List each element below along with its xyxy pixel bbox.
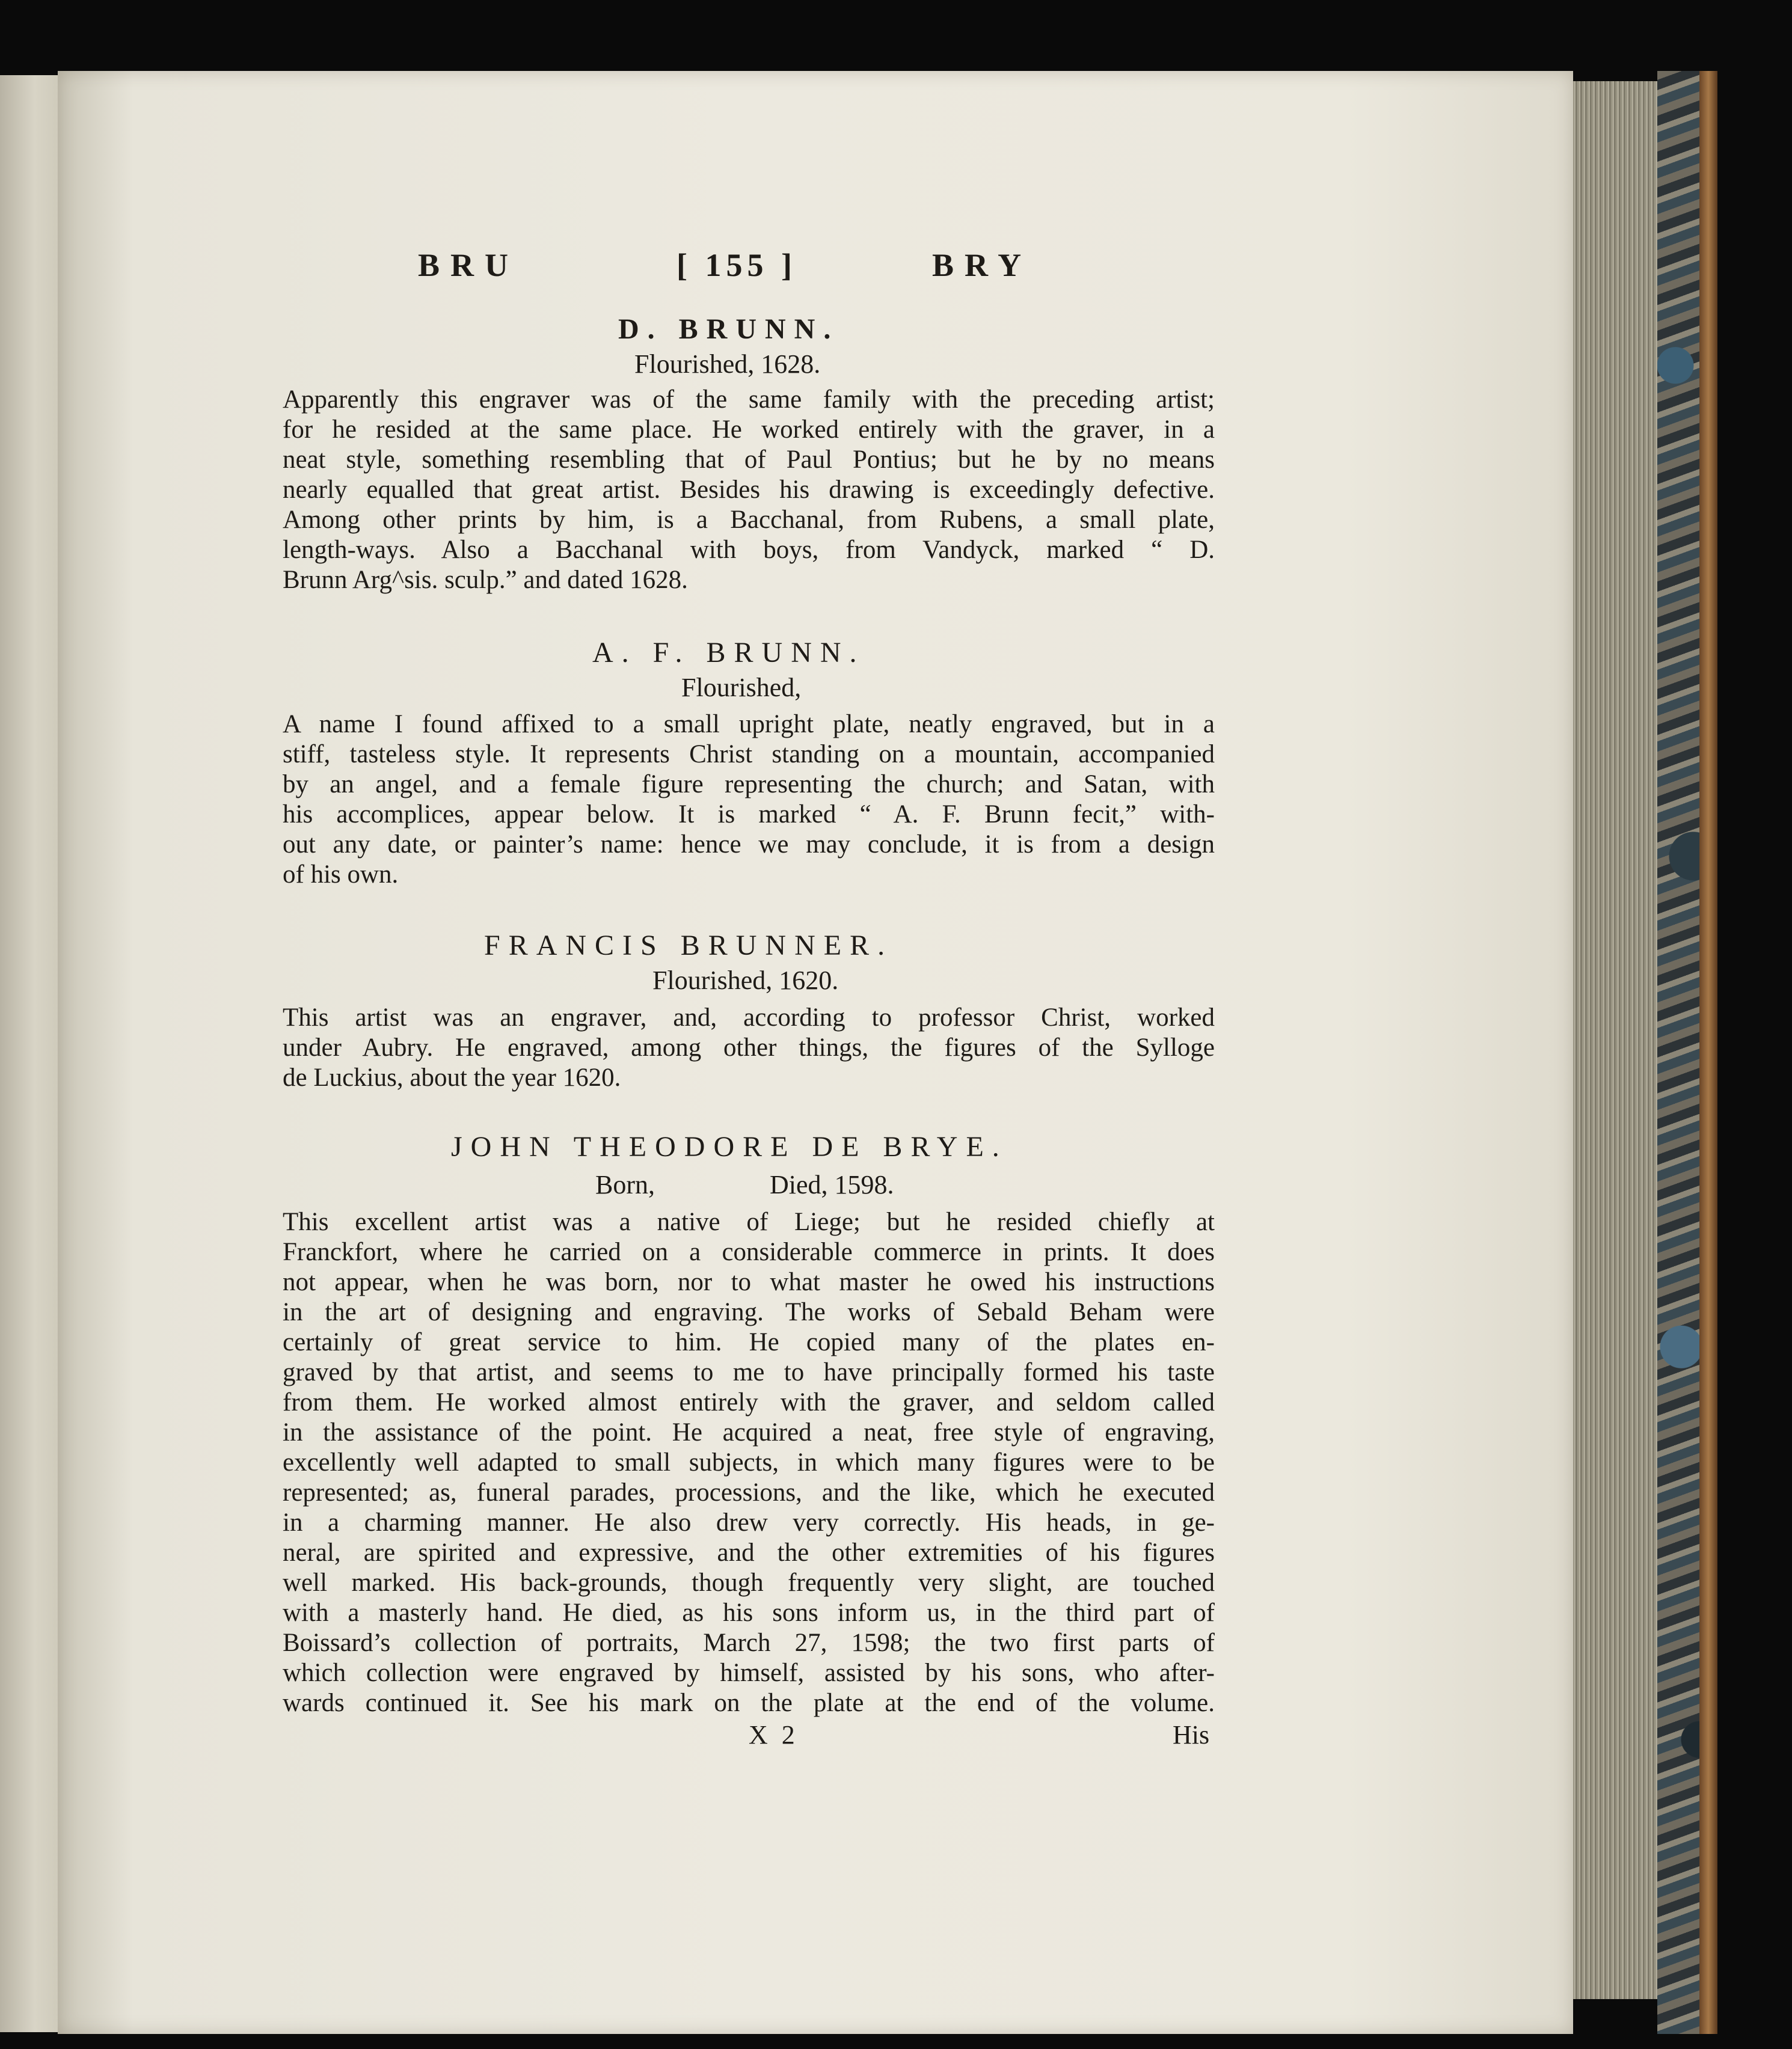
leather-spine <box>1699 71 1717 2034</box>
body-line-last: of his own. <box>283 860 399 889</box>
body-line: excellently well adapted to small subjects, in which many figures were to be <box>283 1448 1215 1477</box>
body-line: for he resided at the same place. He worked entirely with the graver, in a <box>283 415 1215 444</box>
body-line: Franckfort, where he carried on a considerable commerce in prints. It does <box>283 1238 1215 1266</box>
body-line: which collection were engraved by himself, assisted by his sons, who after- <box>283 1659 1215 1687</box>
body-line: neral, are spirited and expressive, and the other extremities of his figures <box>283 1539 1215 1567</box>
body-line: represented; as, funeral parades, processions, and the like, which he executed <box>283 1478 1215 1507</box>
body-line: stiff, tasteless style. It represents Christ standing on a mountain, accompanied <box>283 740 1215 768</box>
running-head-right: BRY <box>932 247 1033 283</box>
body-line: with a masterly hand. He died, as his sons inform us, in the third part of <box>283 1599 1215 1627</box>
body-line: This excellent artist was a native of Liege; but he resided chiefly at <box>283 1208 1215 1236</box>
page-edges <box>1573 81 1657 1999</box>
entry-body <box>283 1207 1215 1718</box>
body-line: well marked. His back-grounds, though frequently very slight, are touched <box>283 1569 1215 1597</box>
body-line: in the art of designing and engraving. The works of Sebald Beham were <box>283 1298 1215 1326</box>
body-line: neat style, something resembling that of Paul Pontius; but he by no means <box>283 446 1215 474</box>
signature-mark: X 2 <box>749 1720 799 1750</box>
body-line: in the assistance of the point. He acquired a neat, free style of engraving, <box>283 1418 1215 1447</box>
body-line: Apparently this engraver was of the same family with the preceding artist; <box>283 385 1215 414</box>
entry-title: JOHN THEODORE DE BRYE. <box>451 1131 1008 1163</box>
body-line: This artist was an engraver, and, according to professor Christ, worked <box>283 1003 1215 1032</box>
body-line: from them. He worked almost entirely with the graver, and seldom called <box>283 1388 1215 1417</box>
entry-title: FRANCIS BRUNNER. <box>484 930 894 961</box>
body-line: Among other prints by him, is a Bacchanal, from Rubens, a small plate, <box>283 506 1215 534</box>
entry-dates: Flourished, 1628. <box>634 349 821 379</box>
body-line: graved by that artist, and seems to me to have principally formed his taste <box>283 1358 1215 1386</box>
body-line: certainly of great service to him. He copied many of the plates en- <box>283 1328 1215 1356</box>
entry-body <box>283 709 1215 890</box>
body-line: nearly equalled that great artist. Besides his drawing is exceedingly defective. <box>283 476 1215 504</box>
entry-born: Born, <box>595 1170 655 1199</box>
entry-body <box>283 385 1215 595</box>
body-line: wards continued it. See his mark on the plate at the end of the volume. <box>283 1689 1215 1717</box>
body-line: his accomplices, appear below. It is marked “ A. F. Brunn fecit,” with- <box>283 800 1215 828</box>
body-line-last: Brunn Arg^sis. sculp.” and dated 1628. <box>283 566 688 594</box>
entry-died: Died, 1598. <box>770 1170 894 1199</box>
body-line: under Aubry. He engraved, among other things, the figures of the Sylloge <box>283 1034 1215 1062</box>
body-line: length-ways. Also a Bacchanal with boys, from Vandyck, marked “ D. <box>283 536 1215 564</box>
body-line: by an angel, and a female figure representing the church; and Satan, with <box>283 770 1215 798</box>
body-line: Boissard’s collection of portraits, March 27, 1598; the two first parts of <box>283 1629 1215 1657</box>
body-line: A name I found affixed to a small upright plate, neatly engraved, but in a <box>283 710 1215 738</box>
page-number: [ 155 ] <box>677 247 797 283</box>
body-line-last: de Luckius, about the year 1620. <box>283 1064 621 1092</box>
body-line: in a charming manner. He also drew very correctly. His heads, in ge- <box>283 1508 1215 1537</box>
entry-title: A. F. BRUNN. <box>592 637 865 669</box>
running-head-left: BRU <box>418 247 520 283</box>
entry-dates: Flourished, <box>681 673 802 702</box>
entry-title: D. BRUNN. <box>618 313 839 345</box>
catchword: His <box>1173 1720 1210 1750</box>
entry-dates: Flourished, 1620. <box>652 966 839 995</box>
entry-body <box>283 1003 1215 1093</box>
body-line: out any date, or painter’s name: hence we may conclude, it is from a design <box>283 830 1215 859</box>
body-line: not appear, when he was born, nor to what master he owed his instructions <box>283 1268 1215 1296</box>
facing-page-edge <box>0 75 58 2032</box>
